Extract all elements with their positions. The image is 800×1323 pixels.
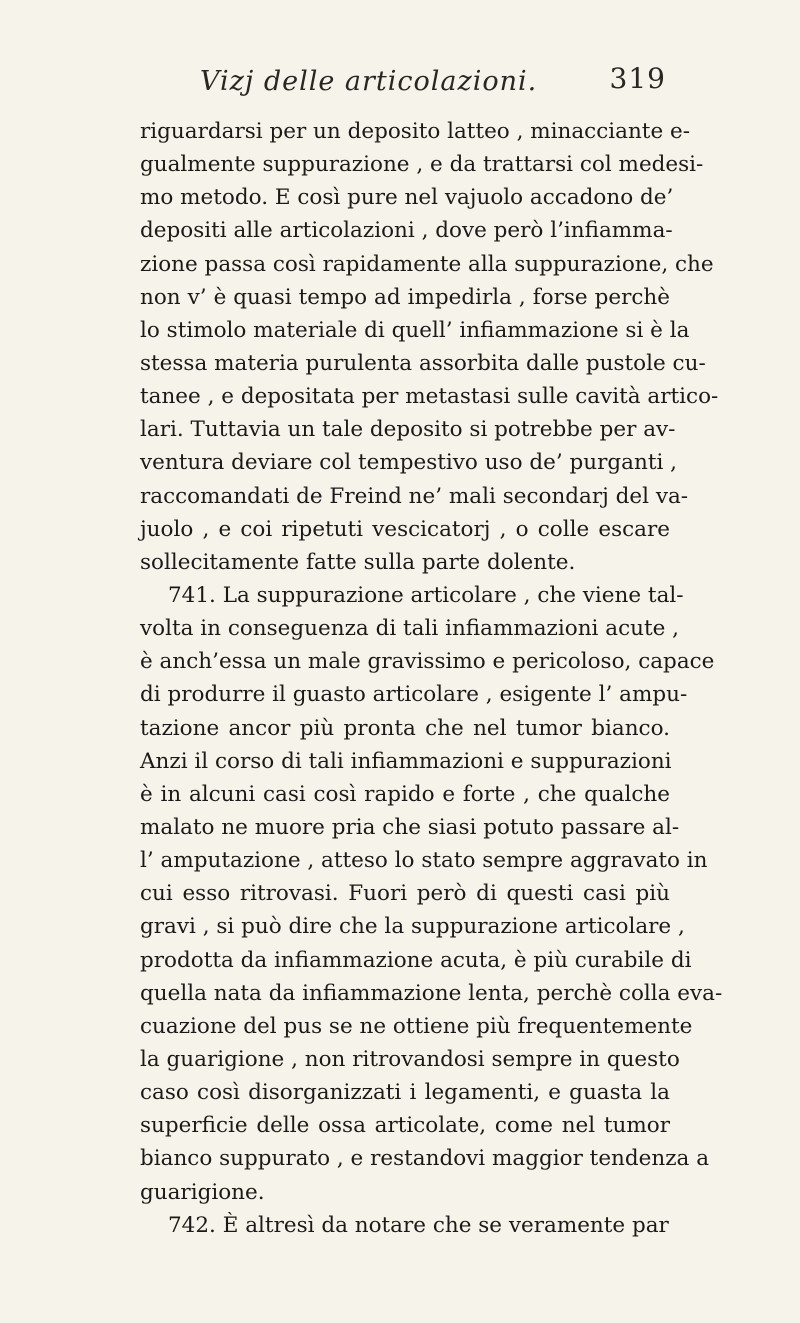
text-line: l’ amputazione , atteso lo stato sempre aggravato in	[140, 848, 708, 874]
body-text	[140, 115, 723, 1242]
text-line: gravi , si può dire che la suppurazione articolare ,	[140, 914, 685, 940]
text-line: quella nata da infiammazione lenta, perchè colla eva-	[140, 980, 723, 1006]
text-line: Anzi il corso di tali infiammazioni e suppurazioni	[140, 748, 672, 774]
text-line: tanee , e depositata per metastasi sulle cavità artico-	[140, 384, 719, 410]
text-line: superficie delle ossa articolate, come nel tumor	[140, 1113, 670, 1139]
text-line: gualmente suppurazione , e da trattarsi col medesi-	[140, 152, 704, 178]
running-head	[0, 62, 800, 106]
text-line: è in alcuni casi così rapido e forte , che qualche	[140, 781, 670, 807]
text-line: juolo , e coi ripetuti vescicatorj , o colle escare	[140, 516, 670, 542]
text-line: volta in conseguenza di tali infiammazioni acute ,	[140, 616, 680, 642]
text-line: depositi alle articolazioni , dove però l’infiamma-	[140, 218, 673, 244]
text-line: la guarigione , non ritrovandosi sempre in questo	[140, 1046, 680, 1072]
text-line: riguardarsi per un deposito latteo , minacciante e-	[140, 119, 690, 144]
text-line: non v’ è quasi tempo ad impedirla , forse perchè	[140, 284, 670, 310]
text-line: ventura deviare col tempestivo uso de’ purganti ,	[140, 450, 678, 476]
text-line: guarigione.	[140, 1179, 265, 1205]
text-line: caso così disorganizzati i legamenti, e guasta la	[140, 1080, 670, 1106]
text-line: sollecitamente fatte sulla parte dolente.	[140, 549, 576, 575]
paragraph-start-741: 741. La suppurazione articolare , che viene tal-	[168, 582, 684, 608]
text-line: lari. Tuttavia un tale deposito si potrebbe per av-	[140, 417, 676, 443]
text-line: mo metodo. E così pure nel vajuolo accadono de’	[140, 185, 674, 211]
text-line: cui esso ritrovasi. Fuori però di questi casi più	[140, 881, 670, 907]
text-line: malato ne muore pria che siasi potuto passare al-	[140, 814, 680, 840]
text-line: bianco suppurato , e restandovi maggior tendenza a	[140, 1146, 710, 1172]
page-number: 319	[609, 62, 666, 95]
paragraph-start-742: 742. È altresì da notare che se veramente par	[168, 1212, 669, 1238]
running-title: Vizj delle articolazioni.	[200, 66, 538, 97]
text-line: di produrre il guasto articolare , esigente l’ ampu-	[140, 682, 688, 708]
text-line: cuazione del pus se ne ottiene più frequentemente	[140, 1013, 693, 1039]
text-line: tazione ancor più pronta che nel tumor bianco.	[140, 715, 670, 741]
text-line: lo stimolo materiale di quell’ infiammazione si è la	[140, 317, 690, 343]
text-line: zione passa così rapidamente alla suppurazione, che	[140, 251, 714, 277]
text-line: raccomandati de Freind ne’ mali secondarj del va-	[140, 483, 689, 509]
text-line: è anch’essa un male gravissimo e pericoloso, capace	[140, 649, 715, 675]
text-line: prodotta da infiammazione acuta, è più curabile di	[140, 947, 692, 973]
text-line: stessa materia purulenta assorbita dalle pustole cu-	[140, 350, 706, 376]
